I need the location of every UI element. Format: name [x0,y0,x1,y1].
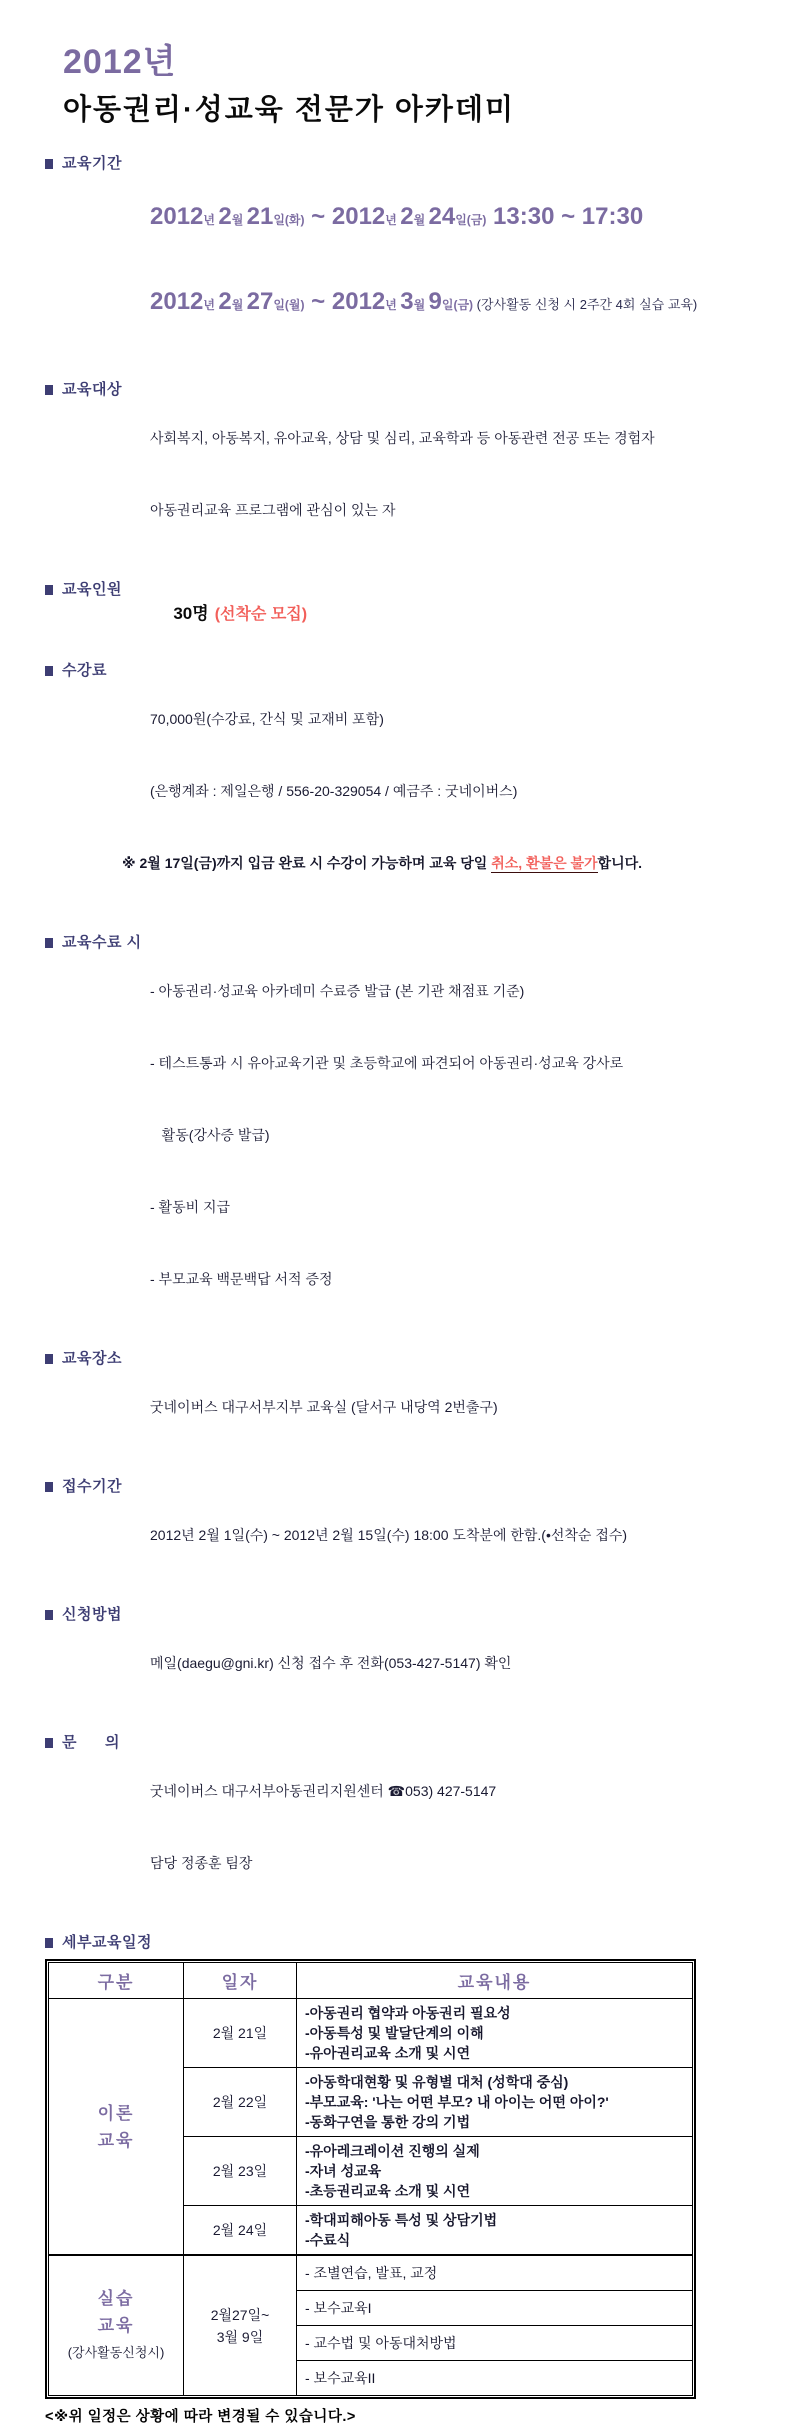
section-label: 교육대상 [62,381,122,398]
square-bullet-icon [45,1738,53,1748]
section-content [122,659,748,923]
count-note: (선착순 모집) [214,606,308,623]
period-text-token: 24 [428,203,456,230]
period-text-token: 2 [218,203,232,230]
schedule-category-line: 이론 [97,2103,135,2123]
apply-method-line: 메일(daegu@gni.kr) 신청 접수 후 전화(053-427-5147) 확인 [150,1655,512,1671]
square-bullet-icon [45,385,53,395]
completion-line: - 부모교육 백문백답 서적 증정 [150,1271,333,1287]
section-education-count [45,578,748,651]
period-text-token: 2012 [331,203,386,230]
section-content [150,152,748,370]
square-bullet-icon [45,666,53,676]
square-bullet-icon [45,1938,53,1948]
square-bullet-icon [45,585,53,595]
schedule-table [48,1962,693,2396]
period-text-token: 27 [246,288,274,315]
section-apply-method [45,1603,748,1723]
schedule-content-line: - 교수법 및 아동대처방법 [305,2335,457,2351]
schedule-category-cell [49,1999,184,2256]
fee-line-2: (은행계좌 : 제일은행 / 556-20-329054 / 예금주 : 굿네이버스) [150,783,518,799]
period-text-token: 년 [385,298,401,312]
section-place [45,1347,748,1467]
schedule-date-cell [184,2255,297,2396]
schedule-category-line: (강사활동신청시) [67,2345,165,2360]
target-line-2: 아동권리교육 프로그램에 관심이 있는 자 [150,502,396,518]
period-text-token: 월 [231,213,247,227]
section-label: 문 의 [62,1734,120,1751]
period-text-token: 일(금) [441,298,474,312]
period-text-token: 월 [413,213,429,227]
section-completion [45,931,748,1339]
apply-period-line: 2012년 2월 1일(수) ~ 2012년 2월 15일(수) 18:00 도착분에 한함.(•선착순 접수) [150,1527,628,1543]
section-label: 교육인원 [62,581,122,598]
section-fee [45,659,748,923]
period-line-2 [150,285,748,322]
schedule-content-line: -초등권리교육 소개 및 시연 [305,2183,471,2199]
period-text-token: 2012 [150,288,204,315]
completion-line: 활동(강사증 발급) [150,1127,270,1143]
section-content [150,931,748,1339]
schedule-content-line: -유아권리교육 소개 및 시연 [305,2045,471,2061]
schedule-date-cell: 2월 24일 [184,2206,297,2256]
fee-notice-prefix: ※ 2월 17일(금)까지 입금 완료 시 수강이 가능하며 교육 당일 [122,855,492,871]
period-text-token: 년 [203,213,219,227]
schedule-content-cell [297,2255,693,2291]
section-label: 신청방법 [62,1606,122,1623]
section-content [150,1731,748,1923]
section-label: 교육수료 시 [62,934,142,951]
schedule-date-cell: 2월 23일 [184,2137,297,2206]
period-text-token: 년 [203,298,219,312]
section-schedule-heading [45,1931,748,1955]
schedule-content-line: -부모교육: '나는 어떤 부모? 내 아이는 어떤 아이?' [305,2094,609,2110]
section-content [150,378,748,570]
schedule-content-cell [297,2291,693,2326]
schedule-content-cell [297,2326,693,2361]
schedule-column-header: 일자 [184,1963,297,1999]
section-label: 세부교육일정 [62,1934,152,1951]
period-text-token: 2012 [150,203,204,230]
schedule-category-line: 실습 [97,2289,135,2308]
schedule-date-cell: 2월 21일 [184,1999,297,2068]
square-bullet-icon [45,1354,53,1364]
period-text-token: 일(화) [273,213,305,227]
period-line-1 [150,200,748,237]
schedule-category-line: 교육 [97,2316,135,2335]
count-value: 30명 [173,604,209,623]
period-text-token: 3 [400,288,414,315]
period-text-token: 9 [428,288,442,315]
fee-notice [122,851,748,875]
schedule-column-header: 교육내용 [297,1963,693,1999]
period-text-token: 일(금) [455,213,487,227]
schedule-content-cell [297,2068,693,2137]
schedule-content-line: -수료식 [305,2232,351,2248]
title-year: 2012년 [63,43,177,81]
period-text-token: 13:30 ~ 17:30 [486,203,644,230]
schedule-content-line: -아동특성 및 발달단계의 이해 [305,2025,484,2041]
schedule-content-line: - 보수교육I [305,2300,372,2316]
period-text-token: 2 [218,288,232,315]
schedule-content-line: -아동학대현황 및 유형별 대처 (성학대 중심) [305,2074,569,2090]
period-text-token: (강사활동 신청 시 2주간 4회 실습 교육) [473,297,698,312]
schedule-content-cell [297,2206,693,2256]
fee-notice-red: 취소, 환불은 불가 [491,855,598,871]
section-content [150,1475,748,1595]
place-line: 굿네이버스 대구서부지부 교육실 (달서구 내당역 2번출구) [150,1399,498,1415]
square-bullet-icon [45,1610,53,1620]
section-label: 교육장소 [62,1350,122,1367]
period-text-token: ~ [304,203,332,230]
completion-line: - 아동권리·성교육 아카데미 수료증 발급 (본 기관 채점표 기준) [150,983,525,999]
schedule-content-line: -유아레크레이션 진행의 실제 [305,2143,480,2159]
section-content [150,1347,748,1467]
section-content [150,578,748,651]
schedule-date-line: 2월27일~ [210,2306,270,2323]
schedule-content-line: -아동권리 협약과 아동권리 필요성 [305,2005,511,2021]
page-title: 아동권리·성교육 전문가 아카데미 [63,94,515,126]
target-line-1: 사회복지, 아동복지, 유아교육, 상담 및 심리, 교육학과 등 아동관련 전공 또는 경험자 [150,430,655,446]
contact-line-2: 담당 정종훈 팀장 [150,1855,253,1871]
period-text-token: 월 [413,298,429,312]
schedule-table-wrapper [45,1959,696,2399]
section-label: 수강료 [62,662,107,679]
schedule-row [49,1999,693,2068]
square-bullet-icon [45,159,53,169]
schedule-footnote: <※위 일정은 상황에 따라 변경될 수 있습니다.> [45,2409,356,2425]
square-bullet-icon [45,938,53,948]
schedule-header-row [49,1963,693,1999]
completion-line: - 활동비 지급 [150,1199,231,1215]
period-text-token: 2012 [331,288,386,315]
fee-notice-suffix: 합니다. [597,855,643,871]
schedule-content-line: -학대피해아동 특성 및 상담기법 [305,2212,498,2228]
section-label: 교육기간 [62,155,122,172]
period-text-token: ~ [304,288,332,315]
schedule-content-line: - 조별연습, 발표, 교정 [305,2265,438,2281]
schedule-content-line: - 보수교육II [305,2370,376,2386]
section-education-target [45,378,748,570]
schedule-category-line: 교육 [97,2130,135,2150]
schedule-content-line: -자녀 성교육 [305,2163,382,2179]
schedule-date-line: 3월 9일 [216,2328,264,2345]
fee-line-1: 70,000원(수강료, 간식 및 교재비 포함) [150,711,384,727]
section-contact [45,1731,748,1923]
schedule-content-cell [297,2361,693,2396]
schedule-column-header: 구분 [49,1963,184,1999]
period-text-token: 21 [246,203,274,230]
section-content [150,1603,748,1723]
section-label: 접수기간 [62,1478,122,1495]
completion-line: - 테스트통과 시 유아교육기관 및 초등학교에 파견되어 아동권리·성교육 강사로 [150,1055,624,1071]
section-education-period [45,152,748,370]
square-bullet-icon [45,1482,53,1492]
schedule-content-line: -동화구연을 통한 강의 기법 [305,2114,471,2130]
contact-line-1: 굿네이버스 대구서부아동권리지원센터 ☎053) 427-5147 [150,1783,497,1799]
period-text-token: 2 [400,203,414,230]
period-text-token: 월 [231,298,247,312]
schedule-content-cell [297,1999,693,2068]
schedule-content-cell [297,2137,693,2206]
period-text-token: 년 [385,213,401,227]
section-apply-period [45,1475,748,1595]
period-text-token: 일(월) [273,298,305,312]
schedule-category-cell [49,2255,184,2396]
schedule-date-cell: 2월 22일 [184,2068,297,2137]
schedule-row [49,2255,693,2291]
